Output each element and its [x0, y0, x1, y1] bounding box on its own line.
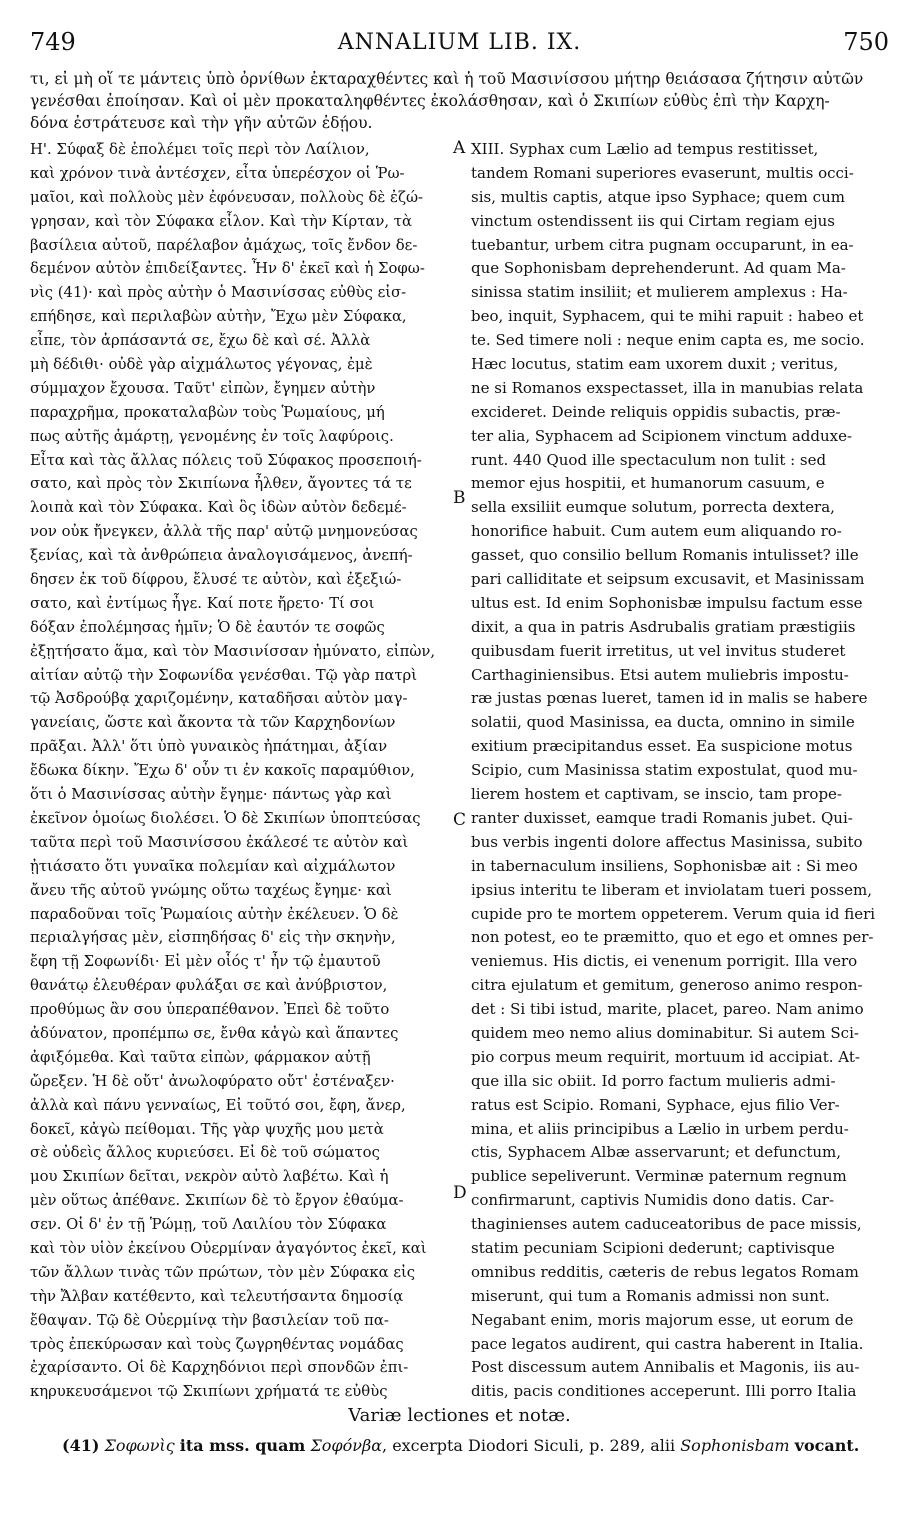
text-line: ratus est Scipio. Romani, Syphace, ejus filio Ver-	[471, 1095, 840, 1114]
text-line: citra ejulatum et gemitum, generoso animo respon-	[471, 976, 863, 995]
text-line: δησεν ἐκ τοῦ δίφρου, ἔλυσέ τε αὐτὸν, καὶ ἐξεξιώ-	[30, 571, 402, 589]
text-line: omnibus redditis, cæteris de rebus legatos Romam	[471, 1262, 859, 1281]
text-line: non potest, eo te præmitto, quo et ego et omnes per-	[471, 928, 874, 947]
text-line: σατο, καὶ πρὸς τὸν Σκιπίωνα ἦλθεν, ἄγοντες τά τε	[30, 475, 412, 493]
text-line: quibusdam fuerit irretitus, ut vel invitus studeret	[471, 641, 846, 660]
text-line: μαῖοι, καὶ πολλοὺς μὲν ἐφόνευσαν, πολλοὺς δὲ ἐζώ-	[30, 188, 424, 206]
text-line: περιαλγήσας μὲν, εἰσπηδήσας δ' εἰς τὴν σκηνὴν,	[30, 929, 396, 947]
text-line: ὤρεξεν. Ἡ δὲ οὔτ' ἀνωλοφύρατο οὔτ' ἐστέναξεν·	[30, 1072, 395, 1090]
text-line: in tabernaculum insiliens, Sophonisbæ ait : Si meo	[471, 856, 858, 875]
latin-column	[471, 138, 883, 1404]
text-line: solatii, quod Masinissa, ea ducta, omnino in simile	[471, 713, 855, 732]
text-line: Carthaginiensibus. Etsi autem muliebris impostu-	[471, 665, 849, 684]
text-line: memor ejus hospitii, et humanorum casuum, e	[471, 474, 825, 493]
text-line: ἔδωκα δίκην. Ἔχω δ' οὖν τι ἐν κακοῖς παραμύθιον,	[30, 762, 415, 780]
text-line: προθύμως ἂν σου ὑπεραπέθανον. Ἐπεὶ δὲ τοῦτο	[30, 1001, 390, 1019]
text-line: Post discessum autem Annibalis et Magonis, iis au-	[471, 1358, 860, 1377]
text-line: que illa sic obiit. Id porro factum mulieris admi-	[471, 1071, 836, 1090]
text-line: ter alia, Syphacem ad Scipionem vinctum adduxe-	[471, 426, 853, 445]
text-line: τῷ Ἀσδρούβᾳ χαριζομένην, καταδῆσαι αὐτὸν μαγ-	[30, 690, 408, 708]
text-line: νον οὐκ ἤνεγκεν, ἀλλὰ τῆς παρ' αὐτῷ μνημονεύσας	[30, 523, 418, 541]
footnote	[62, 1436, 879, 1455]
text-line: γρησαν, καὶ τὸν Σύφακα εἷλον. Καὶ τὴν Κίρταν, τὰ	[30, 212, 412, 230]
text-line: confirmarunt, captivis Numidis dono datis. Car-	[471, 1191, 835, 1210]
margin-marker-c: C	[453, 810, 467, 830]
text-line: XIII. Syphax cum Lælio ad tempus restitisset,	[471, 140, 819, 158]
text-line: te. Sed timere noli : neque enim capta es, me socio.	[471, 331, 865, 350]
text-line: αἰτίαν αὐτῷ τὴν Σοφωνίδα γενέσθαι. Τῷ γὰρ πατρὶ	[30, 666, 418, 684]
text-line: tandem Romani superiores evaserunt, multis occi-	[471, 163, 854, 182]
text-line: exitium præcipitandus esset. Ea suspicione motus	[471, 737, 853, 756]
text-line: runt. 440 Quod ille spectaculum non tulit : sed	[471, 450, 827, 469]
text-line: excideret. Deinde reliquis oppidis subactis, præ-	[471, 402, 841, 421]
text-line: πως αὐτῆς ἁμάρτῃ, γενομένης ἐν τοῖς λαφύροις.	[30, 427, 394, 445]
text-line: Η'. Σύφαξ δὲ ἐπολέμει τοῖς περὶ τὸν Λαίλιον,	[30, 141, 370, 158]
text-line: δόνα ἐστράτευσε καὶ τὴν γῆν αὐτῶν ἐδῄου.	[30, 114, 373, 132]
text-line: τι, εἰ μὴ οἵ τε μάντεις ὑπὸ ὀρνίθων ἐκταραχθέντες καὶ ἡ τοῦ Μασινίσσου μήτηρ θειάσασα ζήτησιν αὐτῶν	[30, 70, 864, 88]
text-line: νὶς (41)· καὶ πρὸς αὐτὴν ὁ Μασινίσσας εὐθὺς εἰσ-	[30, 284, 407, 302]
text-line: βασίλεια αὐτοῦ, παρέλαβον ἀμάχως, τοῖς ἔνδον δε-	[30, 236, 418, 254]
text-line: ἀφιξόμεθα. Καὶ ταῦτα εἰπὼν, φάρμακον αὐτῇ	[30, 1048, 371, 1066]
text-line: τῶν ἄλλων τινὰς τῶν πρώτων, τὸν μὲν Σύφακα εἰς	[30, 1263, 416, 1281]
text-line: επήδησε, καὶ περιλαβὼν αὐτὴν, Ἔχω μὲν Σύφακα,	[30, 308, 407, 326]
text-line: ἔφη τῇ Σοφωνίδι· Εἰ μὲν οἷός τ' ἦν τῷ ἐμαυτοῦ	[30, 953, 381, 971]
text-line: ᾐτιάσατο ὅτι γυναῖκα πολεμίαν καὶ αἰχμάλωτον	[30, 857, 396, 875]
footnote-greek-variant: Σοφωνὶς	[104, 1436, 175, 1455]
text-line: sis, multis captis, atque ipso Syphace; quem cum	[471, 187, 845, 206]
text-line: λοιπὰ καὶ τὸν Σύφακα. Καὶ ὃς ἰδὼν αὐτὸν δεδεμέ-	[30, 499, 407, 517]
text-line: ἐξῃτήσατο ἅμα, καὶ τὸν Μασινίσσαν ἠμύνατο, εἰπὼν,	[30, 642, 436, 660]
text-line: σύμμαχον ἔχουσα. Ταῦτ' εἰπὼν, ἔγημεν αὐτὴν	[30, 379, 376, 397]
text-line: ταῦτα περὶ τοῦ Μασινίσσου ἐκάλεσέ τε αὐτὸν καὶ	[30, 833, 409, 851]
text-line: παραχρῆμα, προκαταλαβὼν τοὺς Ῥωμαίους, μή	[30, 403, 385, 421]
footnote-text: ita mss. quam	[179, 1436, 306, 1455]
text-line: ἐχαρίσαντο. Οἱ δὲ Καρχηδόνιοι περὶ σπονδῶν ἐπι-	[30, 1359, 409, 1377]
text-line: statim pecuniam Scipioni dederunt; captivisque	[471, 1238, 835, 1257]
text-line: καὶ τὸν υἱὸν ἐκείνου Οὐερμίναν ἀγαγόντος ἐκεῖ, καὶ	[30, 1239, 427, 1257]
footnote-latin-variant: Sophonisbam	[680, 1436, 790, 1455]
text-line: γενέσθαι ἐποίησαν. Καὶ οἱ μὲν προκαταληφθέντες ἐκολάσθησαν, καὶ ὁ Σκιπίων εὐθὺς ἐπὶ τὴν Καρχη-	[30, 92, 830, 110]
text-line: thaginienses autem caduceatoribus de pace missis,	[471, 1215, 862, 1234]
text-line: publice sepeliverunt. Verminæ paternum regnum	[471, 1167, 847, 1186]
text-line: gasset, quo consilio bellum Romanis intulisset? ille	[471, 546, 859, 565]
text-line: σεν. Οἱ δ' ἐν τῇ Ῥώμῃ, τοῦ Λαιλίου τὸν Σύφακα	[30, 1216, 387, 1234]
text-line: honorifice habuit. Cum autem eum aliquando ro-	[471, 522, 842, 541]
text-line: κηρυκευσάμενοι τῷ Σκιπίωνι χρήματά τε εὐθὺς	[30, 1383, 388, 1401]
text-line: pio corpus meum requirit, mortuum id accipiat. At-	[471, 1047, 860, 1066]
text-line: ἀλλὰ καὶ πάνυ γενναίως, Εἰ τοῦτό σοι, ἔφη, ἄνερ,	[30, 1096, 406, 1114]
text-line: ræ justas pœnas lueret, tamen id in malis se habere	[471, 689, 868, 708]
text-line: ctis, Syphacem Albæ asservarunt; et defunctum,	[471, 1143, 842, 1162]
text-line: pace legatos audirent, qui castra haberent in Italia.	[471, 1334, 864, 1353]
text-line: beo, inquit, Syphacem, qui te mihi rapuit : habeo et	[471, 307, 864, 326]
text-line: Negabant enim, moris majorum esse, ut eorum de	[471, 1310, 854, 1329]
text-line: εἶπε, τὸν ἁρπάσαντά σε, ἔχω δὲ καὶ σέ. Ἀλλὰ	[30, 332, 371, 350]
text-line: mina, et aliis principibus a Lælio in urbem perdu-	[471, 1119, 849, 1138]
footnote-number: (41)	[62, 1436, 100, 1455]
text-line: σατο, καὶ ἐντίμως ἦγε. Καί ποτε ἤρετο· Τί σοι	[30, 594, 375, 612]
text-line: μὲν οὕτως ἀπέθανε. Σκιπίων δὲ τὸ ἔργον ἐθαύμα-	[30, 1192, 404, 1210]
footnote-greek-variant: Σοφόνβα	[310, 1436, 383, 1455]
text-line: cupide pro te mortem oppeterem. Verum quia id fieri	[471, 904, 876, 923]
text-line: πρᾶξαι. Ἀλλ' ὅτι ὑπὸ γυναικὸς ἠπάτημαι, ἀξίαν	[30, 738, 388, 756]
text-line: τὴν Ἄλβαν κατέθεντο, καὶ τελευτήσαντα δημοσίᾳ	[30, 1287, 404, 1305]
text-line: quidem meo nemo alius dominabitur. Si autem Sci-	[471, 1023, 859, 1042]
text-line: ἀδύνατον, προπέμπω σε, ἔνθα κἀγὼ καὶ ἅπαντες	[30, 1024, 399, 1042]
greek-column	[30, 138, 450, 1404]
text-line: ipsius interitu te liberam et inviolatam tueri possem,	[471, 880, 872, 899]
running-title: ANNALIUM LIB. IX.	[337, 30, 582, 55]
text-line: ἔθαψαν. Τῷ δὲ Οὐερμίνᾳ τὴν βασιλείαν τοῦ πα-	[30, 1311, 389, 1329]
text-line: veniemus. His dictis, ei venenum porrigit. Illa vero	[471, 952, 858, 971]
page-number-left: 749	[30, 28, 76, 56]
footnote-text: vocant.	[794, 1436, 860, 1455]
text-line: Hæc locutus, statim eam uxorem duxit ; veritus,	[471, 355, 839, 374]
text-line: δεμένον αὐτὸν ἐπιδείξαντες. Ἦν δ' ἐκεῖ καὶ ἡ Σοφω-	[30, 260, 425, 278]
text-line: ne si Romanos exspectasset, illa in manubias relata	[471, 378, 864, 397]
text-line: ultus est. Id enim Sophonisbæ impulsu factum esse	[471, 593, 863, 612]
text-line: ἄνευ τῆς αὐτοῦ γνώμης οὕτω ταχέως ἔγημε· καὶ	[30, 881, 392, 899]
text-line: ranter duxisset, eamque tradi Romanis jubet. Qui-	[471, 808, 853, 827]
margin-marker-b: B	[453, 488, 466, 508]
text-line: θανάτῳ ἐλευθέραν φυλάξαι σε καὶ ἀνύβριστον,	[30, 977, 388, 995]
text-line: Εἶτα καὶ τὰς ἄλλας πόλεις τοῦ Σύφακος προσεποιή-	[30, 451, 422, 469]
text-line: τρὸς ἐπεκύρωσαν καὶ τοὺς ζωγρηθέντας νομάδας	[30, 1335, 404, 1353]
text-line: sella exsiliit eumque solutum, porrecta dextera,	[471, 498, 835, 517]
text-line: Scipio, cum Masinissa statim expostulat, quod mu-	[471, 761, 858, 780]
footnote-text: , excerpta Diodori Siculi, p. 289, alii	[382, 1436, 676, 1455]
text-line: dixit, a qua in patris Asdrubalis gratiam præstigiis	[471, 617, 856, 636]
page-number-right: 750	[843, 28, 889, 56]
margin-marker-d: D	[453, 1183, 467, 1203]
text-line: παραδοῦναι τοῖς Ῥωμαίοις αὐτὴν ἐκέλευεν. Ὁ δὲ	[30, 905, 399, 923]
text-line: καὶ χρόνον τινὰ ἀντέσχεν, εἶτα ὑπερέσχον οἱ Ῥω-	[30, 164, 405, 182]
text-line: ξενίας, καὶ τὰ ἀνθρώπεια ἀναλογισάμενος, ἀνεπή-	[30, 547, 413, 565]
text-line: bus verbis ingenti dolore affectus Masinissa, subito	[471, 832, 863, 851]
text-line: det : Si tibi istud, marite, placet, pareo. Nam animo	[471, 1000, 864, 1019]
running-header	[30, 28, 889, 62]
text-line: ditis, pacis conditiones acceperunt. Illi porro Italia	[471, 1382, 857, 1401]
text-line: δόξαν ἐπολέμησας ἡμῖν; Ὁ δὲ ἑαυτόν τε σοφῶς	[30, 618, 385, 636]
notes-heading: Variæ lectiones et notæ.	[348, 1405, 571, 1426]
text-line: lierem hostem et captivam, se inscio, tam prope-	[471, 785, 842, 804]
text-line: ὅτι ὁ Μασινίσσας αὐτὴν ἔγημε· πάντως γὰρ καὶ	[30, 786, 392, 804]
text-line: δοκεῖ, κἀγὼ πείθομαι. Τῆς γὰρ ψυχῆς μου μετὰ	[30, 1120, 384, 1138]
margin-marker-a: A	[453, 138, 466, 158]
text-line: γανείαις, ὥστε καὶ ἄκοντα τὰ τῶν Καρχηδονίων	[30, 714, 396, 732]
text-line: ἐκεῖνον ὁμοίως διολέσει. Ὁ δὲ Σκιπίων ὑποπτεύσας	[30, 809, 421, 827]
text-line: que Sophonisbam deprehenderunt. Ad quam Ma-	[471, 259, 846, 278]
text-line: vinctum ostendissent iis qui Cirtam regiam ejus	[471, 211, 835, 230]
text-line: μου Σκιπίων δεῖται, νεκρὸν αὐτὸ λαβέτω. Καὶ ἡ	[30, 1168, 389, 1186]
text-line: pari calliditate et seipsum excusavit, et Masinissam	[471, 570, 865, 589]
greek-intro-paragraph	[30, 68, 890, 134]
text-line: tuebantur, urbem citra pugnam occuparunt, in ea-	[471, 235, 854, 254]
text-line: sinissa statim insiliit; et mulierem amplexus : Ha-	[471, 283, 848, 302]
text-line: miserunt, qui tum a Romanis admissi non sunt.	[471, 1286, 830, 1305]
text-line: σὲ οὐδεὶς ἄλλος κυριεύσει. Εἰ δὲ τοῦ σώματος	[30, 1144, 380, 1162]
text-line: μὴ δέδιθι· οὐδὲ γὰρ αἰχμάλωτος γέγονας, ἐμὲ	[30, 356, 373, 374]
